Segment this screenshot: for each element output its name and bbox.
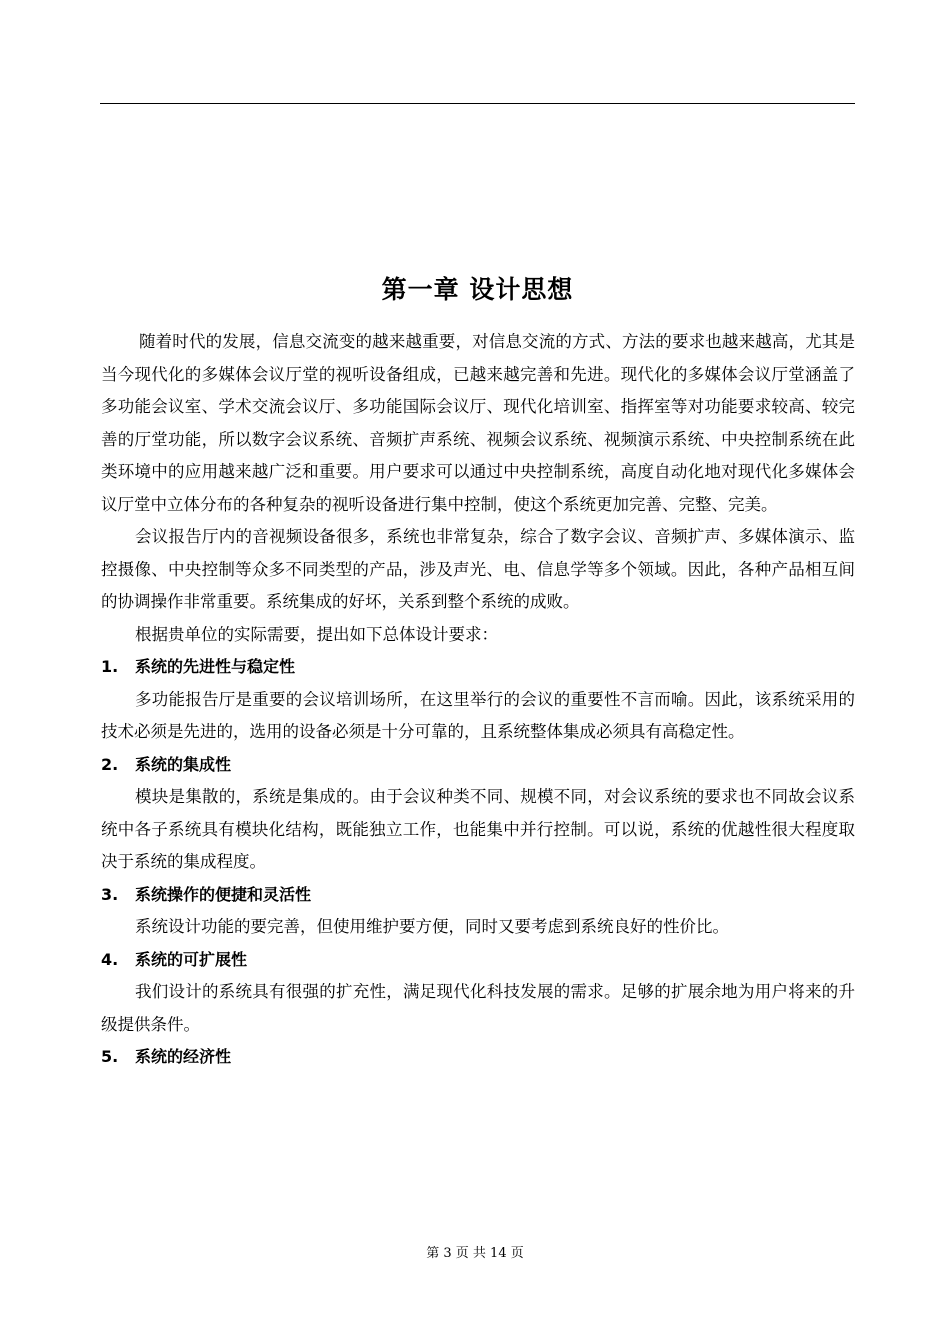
intro-paragraph-1: 随着时代的发展，信息交流变的越来越重要，对信息交流的方式、方法的要求也越来越高，尤其是当今现代化的多媒体会议厅堂的视听设备组成，已越来越完善和先进。现代化的多媒体会议厅堂涵盖了多功能会议室、学术交流会议厅、多功能国际会议厅、现代化培训室、指挥室等对功能要求较高、较完善的厅堂功能，所以数字会议系统、音频扩声系统、视频会议系统、视频演示系统、中央控制系统在此类环境中的应用越来越广泛和重要。用户要求可以通过中央控制系统，高度自动化地对现代化多媒体会议厅堂中立体分布的各种复杂的视听设备进行集中控制，使这个系统更加完善、完整、完美。 bbox=[101, 332, 855, 514]
item-heading-text: 系统操作的便捷和灵活性 bbox=[135, 884, 312, 904]
header-rule bbox=[100, 103, 855, 104]
document-body bbox=[101, 326, 855, 1074]
item-number: 1. bbox=[101, 657, 119, 676]
item-body-4: 我们设计的系统具有很强的扩充性，满足现代化科技发展的需求。足够的扩展余地为用户将来的升级提供条件。 bbox=[101, 982, 855, 1034]
item-number: 4. bbox=[101, 949, 119, 969]
item-number: 3. bbox=[101, 884, 119, 904]
item-heading-5 bbox=[101, 1041, 855, 1074]
chapter-title: 第一章 设计思想 bbox=[381, 275, 574, 304]
item-heading-text: 系统的集成性 bbox=[135, 754, 232, 774]
item-body-2: 模块是集散的，系统是集成的。由于会议种类不同、规模不同，对会议系统的要求也不同故会议系统中各子系统具有模块化结构，既能独立工作，也能集中并行控制。可以说，系统的优越性很大程度取决于系统的集成程度。 bbox=[101, 787, 855, 871]
item-number: 2. bbox=[101, 754, 119, 774]
intro-paragraph-3: 根据贵单位的实际需要，提出如下总体设计要求： bbox=[135, 624, 498, 644]
item-heading-3 bbox=[101, 879, 855, 912]
item-heading-4 bbox=[101, 944, 855, 977]
item-heading-2 bbox=[101, 749, 855, 782]
item-body-3: 系统设计功能的要完善，但使用维护要方便，同时又要考虑到系统良好的性价比。 bbox=[135, 917, 729, 936]
page-footer: 第 3 页 共 14 页 bbox=[426, 1246, 524, 1261]
item-heading-text: 系统的经济性 bbox=[135, 1047, 232, 1066]
intro-paragraph-2: 会议报告厅内的音视频设备很多，系统也非常复杂，综合了数字会议、音频扩声、多媒体演示、监控摄像、中央控制等众多不同类型的产品，涉及声光、电、信息学等多个领域。因此，各种产品相互间的协调操作非常重要。系统集成的好坏，关系到整个系统的成败。 bbox=[101, 527, 855, 611]
item-number: 5. bbox=[101, 1047, 119, 1066]
item-heading-1 bbox=[101, 651, 855, 684]
item-body-1: 多功能报告厅是重要的会议培训场所，在这里举行的会议的重要性不言而喻。因此，该系统采用的技术必须是先进的，选用的设备必须是十分可靠的，且系统整体集成必须具有高稳定性。 bbox=[101, 689, 855, 741]
item-heading-text: 系统的可扩展性 bbox=[135, 949, 248, 969]
item-heading-text: 系统的先进性与稳定性 bbox=[135, 657, 296, 676]
